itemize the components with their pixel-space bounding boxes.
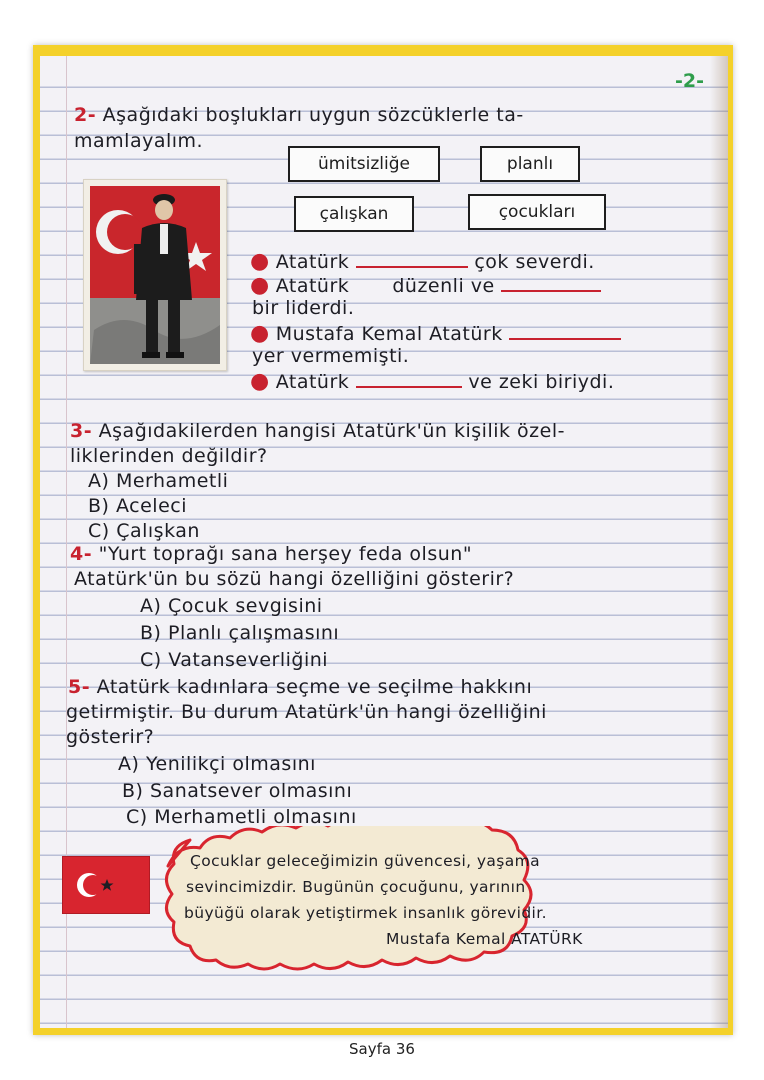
q4-option-b: B) Planlı çalışmasını	[140, 622, 340, 644]
q5-option-c: C) Merhametli olmasını	[126, 806, 357, 828]
blank-line	[501, 282, 601, 292]
quote-author: Mustafa Kemal ATATÜRK	[386, 930, 583, 948]
q3-text-line2: liklerinden değildir?	[70, 445, 268, 467]
q5-number: 5-	[68, 676, 91, 698]
q5-option-a: A) Yenilikçi olmasını	[118, 753, 316, 775]
crescent-star-icon	[63, 857, 149, 913]
q2-text-line2: mamlayalım.	[74, 130, 204, 152]
q2-sentence-2: ● Atatürk düzenli ve	[250, 273, 601, 298]
blank-line	[509, 330, 621, 340]
q2-sentence-1: ● Atatürk çok severdi.	[250, 249, 595, 274]
word-box-4: çocukları	[468, 194, 606, 230]
q5-text-line3: gösterir?	[66, 726, 155, 748]
quote-line-2: sevincimizdir. Bugünün çocuğunu, yarının	[186, 878, 526, 896]
bullet-icon: ●	[250, 273, 270, 298]
q2-sentence-4: ● Atatürk ve zeki biriydi.	[250, 369, 615, 394]
q5-text-line1: 5- Atatürk kadınlara seçme ve seçilme hakkını	[68, 676, 533, 698]
notebook-page	[40, 56, 728, 1028]
q2-text-line1: 2- Aşağıdaki boşlukları uygun sözcüklerle ta-	[74, 104, 524, 126]
page-footer: Sayfa 36	[349, 1040, 415, 1058]
word-box-3: çalışkan	[294, 196, 414, 232]
ataturk-photo	[83, 179, 227, 371]
q5-text-line2: getirmiştir. Bu durum Atatürk'ün hangi özelliğini	[66, 701, 547, 723]
bullet-icon: ●	[250, 321, 270, 346]
q2-sentence-3-cont: yer vermemişti.	[252, 345, 410, 367]
turkish-flag-card	[62, 856, 150, 914]
q2-sentence-2-cont: bir liderdi.	[252, 297, 355, 319]
q4-option-a: A) Çocuk sevgisini	[140, 595, 323, 617]
blank-line	[356, 378, 462, 388]
q4-option-c: C) Vatanseverliğini	[140, 649, 329, 671]
q3-option-c: C) Çalışkan	[88, 520, 200, 542]
bullet-icon: ●	[250, 249, 270, 274]
q3-option-a: A) Merhametli	[88, 470, 229, 492]
page-number-mark: -2-	[675, 70, 704, 92]
word-box-2: planlı	[480, 146, 580, 182]
q2-sentence-3: ● Mustafa Kemal Atatürk	[250, 321, 621, 346]
q4-number: 4-	[70, 543, 93, 565]
quote-line-1: Çocuklar geleceğimizin güvencesi, yaşama	[190, 852, 541, 870]
word-box-1: ümitsizliğe	[288, 146, 440, 182]
quote-line-3: büyüğü olarak yetiştirmek insanlık görevidir.	[184, 904, 547, 922]
q2-number: 2-	[74, 104, 97, 126]
q3-number: 3-	[70, 420, 93, 442]
ataturk-photo-image	[84, 180, 226, 370]
page-edge-shadow	[710, 56, 728, 1028]
q3-option-b: B) Aceleci	[88, 495, 187, 517]
q4-text-line1: 4- "Yurt toprağı sana herşey feda olsun"	[70, 543, 473, 565]
bullet-icon: ●	[250, 369, 270, 394]
blank-line	[356, 258, 468, 268]
q4-text-line2: Atatürk'ün bu sözü hangi özelliğini gösterir?	[74, 568, 515, 590]
q3-text-line1: 3- Aşağıdakilerden hangisi Atatürk'ün kişilik özel-	[70, 420, 565, 442]
q5-option-b: B) Sanatsever olmasını	[122, 780, 353, 802]
